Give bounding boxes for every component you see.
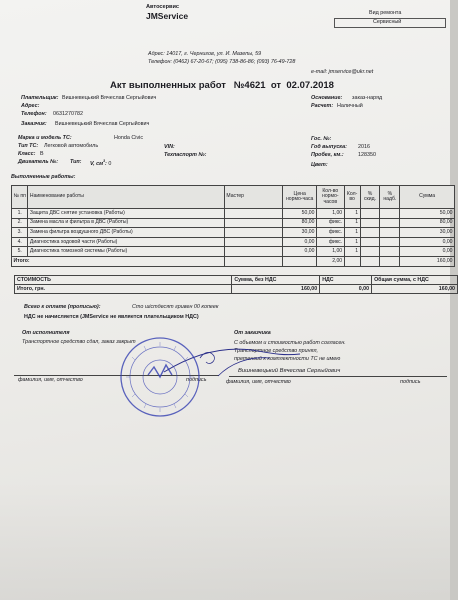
vehicle-type-value: Легковой автомобиль bbox=[44, 143, 99, 149]
act-title: Акт выполненных работ bbox=[110, 80, 226, 91]
company-stamp bbox=[118, 335, 202, 419]
col-num: № пп bbox=[12, 186, 28, 209]
cell-master bbox=[224, 209, 283, 219]
vehicle-model-value: Honda Civic bbox=[114, 135, 144, 141]
cell-name: Замена фильтра воздушного ДВС (Работы) bbox=[28, 228, 224, 238]
mileage-label: Пробег, км.: bbox=[311, 152, 344, 158]
works-total-hours: 2,00 bbox=[316, 256, 344, 266]
cell-hours: фикс. bbox=[316, 228, 344, 238]
cell-price: 80,00 bbox=[283, 218, 316, 228]
cell-markup bbox=[380, 209, 400, 219]
company-address: Адрес: 14017, г. Чернигов, ул. И. Мазепы, 59 bbox=[148, 51, 262, 57]
customer-fio-caption: фамилия, имя, отчество bbox=[226, 379, 291, 385]
sum-with-vat-label: Общая сумма, с НДС bbox=[372, 276, 458, 285]
cell-markup bbox=[380, 247, 400, 257]
col-qty: Кол-во bbox=[344, 186, 360, 209]
cell-name: Диагностика томозной системы (Работы) bbox=[28, 247, 224, 257]
cell-qty: 1 bbox=[344, 228, 360, 238]
works-total-label: Итого: bbox=[12, 256, 225, 266]
cell-sum: 50,00 bbox=[400, 209, 455, 219]
plate-label: Гос. №: bbox=[311, 136, 332, 142]
year-label: Год выпуска: bbox=[311, 144, 347, 150]
color-label: Цвет: bbox=[311, 162, 328, 168]
cell-price: 0,00 bbox=[283, 237, 316, 247]
cell-qty: 1 bbox=[344, 247, 360, 257]
customer-sign-line3: претензий к комплектности ТС не имею bbox=[234, 356, 341, 362]
vat-label: НДС bbox=[320, 276, 372, 285]
cell-num: 5. bbox=[12, 247, 28, 257]
payer-value: Вишневецький Вячеслав Сергыйович bbox=[62, 95, 157, 101]
executor-fio-caption: фамилия, имя, отчество bbox=[18, 377, 83, 383]
cell-hours: 1,00 bbox=[316, 209, 344, 219]
totals-table bbox=[14, 275, 458, 294]
cell-sum: 0,00 bbox=[400, 237, 455, 247]
engine-volume-sup: 3 bbox=[103, 159, 106, 163]
cell-num: 2. bbox=[12, 218, 28, 228]
vin-label: VIN: bbox=[164, 144, 175, 150]
executor-sign-caption: подпись bbox=[186, 377, 207, 383]
phone-value: 0631270782 bbox=[53, 111, 83, 117]
amount-words-value: Сто шістдесят гривен 00 копеек bbox=[132, 304, 219, 310]
cell-master bbox=[224, 247, 283, 257]
table-row bbox=[12, 228, 455, 238]
cell-qty: 1 bbox=[344, 218, 360, 228]
cost-label: СТОИМОСТЬ bbox=[15, 276, 232, 285]
vat-note: НДС не начисляется (JMService не является плательщиком НДС) bbox=[24, 314, 199, 320]
act-number: №4621 bbox=[233, 80, 266, 91]
cell-discount bbox=[360, 228, 380, 238]
engine-volume-value: 0 bbox=[108, 160, 112, 167]
payer-label: Плательщик: bbox=[21, 95, 59, 101]
table-row bbox=[12, 247, 455, 257]
totals-row-label: Итого, грн. bbox=[15, 285, 232, 294]
cell-num: 4. bbox=[12, 237, 28, 247]
company-phone: Телефон: (0462) 67-20-67; (095) 738-86-86; (093) 76-49-728 bbox=[148, 59, 296, 65]
col-markup: % надб. bbox=[380, 186, 400, 209]
col-price: Цена нормо-часа bbox=[283, 186, 316, 209]
cell-qty: 1 bbox=[344, 209, 360, 219]
cell-sum: 30,00 bbox=[400, 228, 455, 238]
year-value: 2016 bbox=[358, 144, 370, 150]
passport-label: Техпаспорт №: bbox=[164, 152, 207, 158]
document-title bbox=[110, 81, 334, 91]
company-name: JMService bbox=[146, 11, 189, 21]
col-master: Мастер bbox=[224, 186, 283, 209]
cell-markup bbox=[380, 218, 400, 228]
executor-text: Транспортное средство сдал, заказ закрыт bbox=[22, 339, 136, 345]
cell-num: 3. bbox=[12, 228, 28, 238]
cell-master bbox=[224, 237, 283, 247]
payment-value: Наличный bbox=[337, 103, 363, 109]
executor-title: От исполнителя bbox=[22, 330, 70, 336]
amount-words-label: Всего к оплате (прописью): bbox=[24, 304, 101, 310]
cell-hours: 1,00 bbox=[316, 247, 344, 257]
repair-type-label: Вид ремонта bbox=[369, 10, 402, 16]
sum-no-vat-label: Сумма, без НДС bbox=[232, 276, 320, 285]
cell-name: Диагностика ходовой части (Работы) bbox=[28, 237, 224, 247]
cell-master bbox=[224, 228, 283, 238]
customer-sign-line1: С объемом и стоимостью работ согласен. bbox=[234, 340, 346, 346]
cell-qty: 1 bbox=[344, 237, 360, 247]
col-discount: % скид. bbox=[360, 186, 380, 209]
cell-markup bbox=[380, 228, 400, 238]
service-kind: Автосервис bbox=[146, 4, 180, 10]
vat-value: 0,00 bbox=[320, 285, 372, 294]
totals-header-row bbox=[15, 276, 458, 285]
engine-volume-label bbox=[90, 160, 111, 167]
class-value: В bbox=[40, 151, 44, 157]
cell-discount bbox=[360, 209, 380, 219]
cell-sum: 0,00 bbox=[400, 247, 455, 257]
cell-master bbox=[224, 218, 283, 228]
payment-label: Расчет: bbox=[311, 103, 334, 109]
engine-type-label: Тип: bbox=[70, 159, 82, 165]
works-total-sum: 160,00 bbox=[400, 256, 455, 266]
table-row bbox=[12, 218, 455, 228]
customer-sign-caption: подпись bbox=[400, 379, 421, 385]
engine-label: Двигатель №: bbox=[18, 159, 59, 165]
customer-sign-line2: Транспортное средство принял, bbox=[234, 348, 319, 354]
table-row bbox=[12, 237, 455, 247]
engine-volume-colon: : bbox=[105, 160, 107, 167]
table-row bbox=[12, 209, 455, 219]
act-date: 02.07.2018 bbox=[286, 80, 334, 91]
works-table bbox=[11, 185, 455, 267]
phone-label: Телефон: bbox=[21, 111, 47, 117]
customer-sign-name: Вишневецький Вячеслав Сергыйович bbox=[238, 368, 341, 374]
cell-name: Замена масла и фильтра в ДВС (Работы) bbox=[28, 218, 224, 228]
cell-discount bbox=[360, 247, 380, 257]
sum-with-vat-value: 160,00 bbox=[372, 285, 458, 294]
sum-no-vat-value: 160,00 bbox=[232, 285, 320, 294]
cell-price: 50,00 bbox=[283, 209, 316, 219]
cell-discount bbox=[360, 218, 380, 228]
col-sum: Сумма bbox=[400, 186, 455, 209]
cell-hours: фикс. bbox=[316, 237, 344, 247]
works-header-row bbox=[12, 186, 455, 209]
repair-type-value: Сервисный bbox=[373, 19, 402, 25]
cell-num: 1. bbox=[12, 209, 28, 219]
customer-value: Вишневецький Вячеслав Сергыйович bbox=[55, 121, 150, 127]
cell-sum: 80,00 bbox=[400, 218, 455, 228]
company-email: e-mail: jmservice@ukr.net bbox=[311, 69, 374, 75]
cell-hours: фикс. bbox=[316, 218, 344, 228]
cell-price: 0,00 bbox=[283, 247, 316, 257]
class-label: Класс: bbox=[18, 151, 36, 157]
customer-sign-title: От заказчика bbox=[234, 330, 271, 336]
cell-discount bbox=[360, 237, 380, 247]
engine-volume-unit: V, см bbox=[90, 160, 104, 167]
customer-label: Заказчик: bbox=[21, 121, 47, 127]
address-label: Адрес: bbox=[21, 103, 40, 109]
act-from: от bbox=[270, 80, 282, 91]
vehicle-model-label: Марка и модель ТС: bbox=[18, 135, 72, 141]
works-total-row bbox=[12, 256, 455, 266]
col-hours: Кол-во нормо-часов bbox=[316, 186, 344, 209]
col-name: Наименование работы bbox=[28, 186, 224, 209]
cell-price: 30,00 bbox=[283, 228, 316, 238]
cell-markup bbox=[380, 237, 400, 247]
basis-label: Основание: bbox=[311, 95, 343, 101]
totals-value-row bbox=[15, 285, 458, 294]
mileage-value: 128350 bbox=[358, 152, 376, 158]
works-section-title: Выполненные работы: bbox=[11, 174, 76, 180]
cell-name: Защита ДВС снятие установка (Работы) bbox=[28, 209, 224, 219]
basis-value: заказ-наряд bbox=[352, 95, 383, 101]
vehicle-type-label: Тип ТС: bbox=[18, 143, 39, 149]
